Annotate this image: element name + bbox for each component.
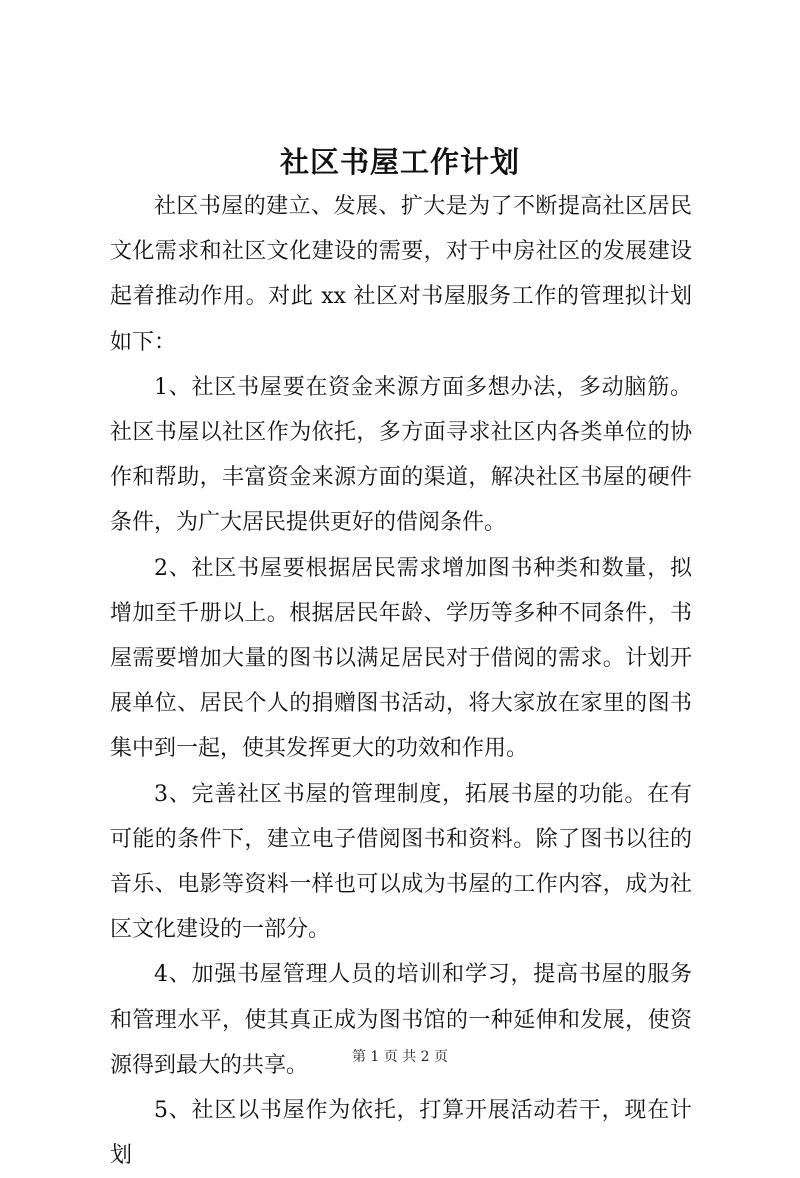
document-title: 社区书屋工作计划 <box>279 145 520 179</box>
paragraph-item-1: 1、社区书屋要在资金来源方面多想办法，多动脑筋。社区书屋以社区作为依托，多方面寻求社区内各类单位的协作和帮助，丰富资金来源方面的渠道，解决社区书屋的硬件条件，为广大居民提供更好的借阅条件。 <box>110 374 692 536</box>
paragraph-item-3: 3、完善社区书屋的管理制度，拓展书屋的功能。在有可能的条件下，建立电子借阅图书和资料。除了图书以往的音乐、电影等资料一样也可以成为书屋的工作内容，成为社区文化建设的一部分。 <box>110 781 692 943</box>
paragraph-item-4: 4、加强书屋管理人员的培训和学习，提高书屋的服务和管理水平，使其真正成为图书馆的一种延伸和发展，使资源得到最大的共享。 <box>110 962 692 1078</box>
page-footer: 第 1 页 共 2 页 <box>351 1049 449 1065</box>
paragraph-intro: 社区书屋的建立、发展、扩大是为了不断提高社区居民文化需求和社区文化建设的需要，对于中房社区的发展建设起着推动作用。对此 xx 社区对书屋服务工作的管理拟计划如下： <box>110 194 692 355</box>
paragraph-item-5: 5、社区以书屋作为依托，打算开展活动若干，现在计划 <box>110 1098 692 1169</box>
paragraph-item-2: 2、社区书屋要根据居民需求增加图书种类和数量，拟增加至千册以上。根据居民年龄、学历等多种不同条件，书屋需要增加大量的图书以满足居民对于借阅的需求。计划开展单位、居民个人的捐赠图书活动，将大家放在家里的图书集中到一起，使其发挥更大的功效和作用。 <box>110 555 692 762</box>
document-body <box>110 184 692 1178</box>
